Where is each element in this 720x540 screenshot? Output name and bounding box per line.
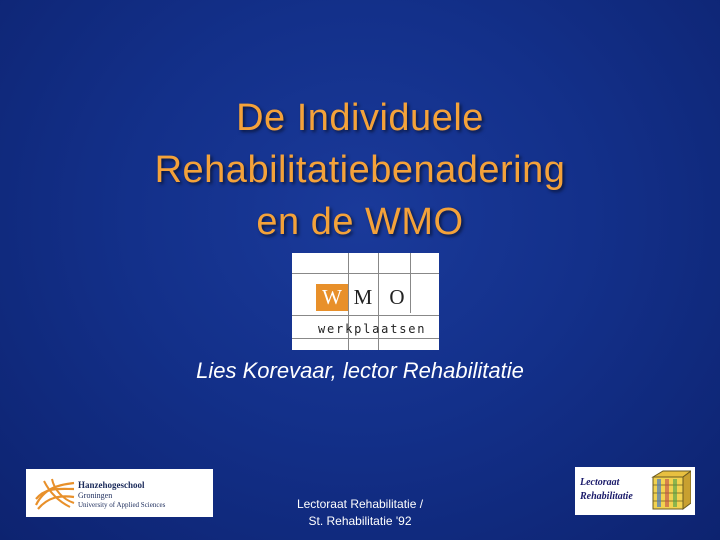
hanze-emblem-icon (34, 475, 76, 511)
hanze-tagline: University of Applied Sciences (78, 501, 166, 509)
hanze-name: Hanzehogeschool (78, 480, 145, 490)
footer-line-1: Lectoraat Rehabilitatie / (296, 497, 424, 511)
logo-divider (292, 273, 439, 274)
title-line-1: De Individuele (236, 97, 484, 139)
title-line-3: en de WMO (256, 201, 464, 243)
title-line-2: Rehabilitatiebenadering (154, 149, 566, 191)
books-icon (651, 469, 691, 513)
logo-divider (292, 338, 439, 339)
slide-footer (240, 496, 480, 530)
wmo-letter-o: O (389, 285, 405, 309)
wmo-letter-w: W (316, 284, 348, 311)
wmo-letter-m: M (353, 285, 373, 309)
slide-subtitle: Lies Korevaar, lector Rehabilitatie (196, 358, 524, 383)
wmo-werkplaatsen-logo (292, 253, 439, 350)
lectoraat-logo-line-1: Lectoraat (580, 477, 620, 488)
wmo-word: werkplaatsen (318, 322, 427, 336)
logo-divider (410, 253, 411, 313)
lectoraat-rehabilitatie-logo (575, 467, 695, 515)
logo-divider (292, 315, 439, 316)
lectoraat-logo-line-2: Rehabilitatie (580, 491, 633, 502)
hanzehogeschool-logo (26, 469, 213, 517)
hanze-city: Groningen (78, 491, 113, 500)
footer-line-2: St. Rehabilitatie '92 (308, 514, 412, 528)
slide-title (60, 92, 660, 248)
